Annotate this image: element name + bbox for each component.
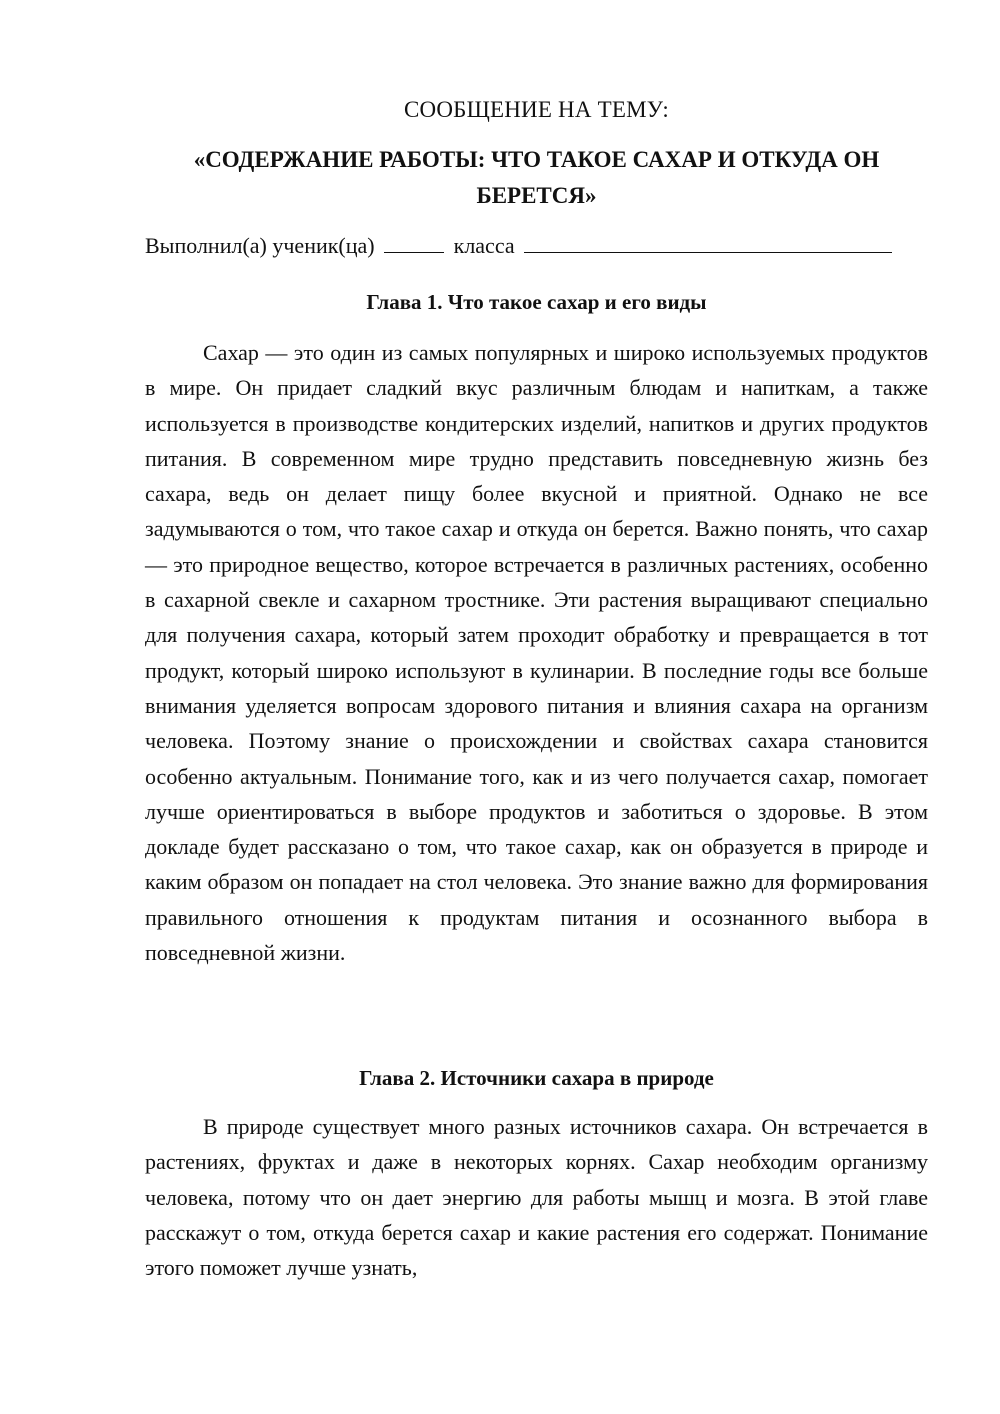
chapter-2-title: Глава 2. Источники сахара в природе <box>359 1066 714 1090</box>
student-name-blank <box>524 230 892 253</box>
author-line <box>145 230 928 262</box>
chapter-2-text: В природе существует много разных источников сахара. Он встречается в растениях, фруктах и даже в некоторых корнях. Сахар необходим организму человека, потому что он дает энергию для работы мышц и мозга. В этой главе расскажут о том, откуда берется сахар и какие растения его содержат. Понимание этого поможет лучше узнать, <box>145 1114 928 1281</box>
chapter-1-text: Сахар — это один из самых популярных и широко используемых продуктов в мире. Он придает сладкий вкус различным блюдам и напиткам, а также используется в производстве кондитерских изделий, напитков и других продуктов питания. В современном мире трудно представить повседневную жизнь без сахара, ведь он делает пищу более вкусной и приятной. Однако не все задумываются о том, что такое сахар и откуда он берется. Важно понять, что сахар — это природное вещество, которое встречается в различных растениях, особенно в сахарной свекле и сахарном тростнике. Эти растения выращивают специально для получения сахара, который затем проходит обработку и превращается в тот продукт, который широко используют в кулинарии. В последние годы все больше внимания уделяется вопросам здорового питания и влияния сахара на организм человека. Поэтому знание о происхождении и свойствах сахара становится особенно актуальным. Понимание того, как и из чего получается сахар, помогает лучше ориентироваться в выборе продуктов и заботиться о здоровье. В этом докладе будет рассказано о том, что такое сахар, как он образуется в природе и каким образом он попадает на стол человека. Это знание важно для формирования правильного отношения к продуктам питания и осознанного выбора в повседневной жизни. <box>145 340 928 966</box>
class-number-blank <box>384 230 444 253</box>
author-prefix: Выполнил(а) ученик(ца) <box>145 233 375 258</box>
class-word: класса <box>453 233 515 258</box>
topic-label: СООБЩЕНИЕ НА ТЕМУ: <box>404 97 669 122</box>
document-title: «СОДЕРЖАНИЕ РАБОТЫ: ЧТО ТАКОЕ САХАР И ОТКУДА ОН БЕРЕТСЯ» <box>193 147 880 208</box>
chapter-1-title: Глава 1. Что такое сахар и его виды <box>366 290 707 314</box>
